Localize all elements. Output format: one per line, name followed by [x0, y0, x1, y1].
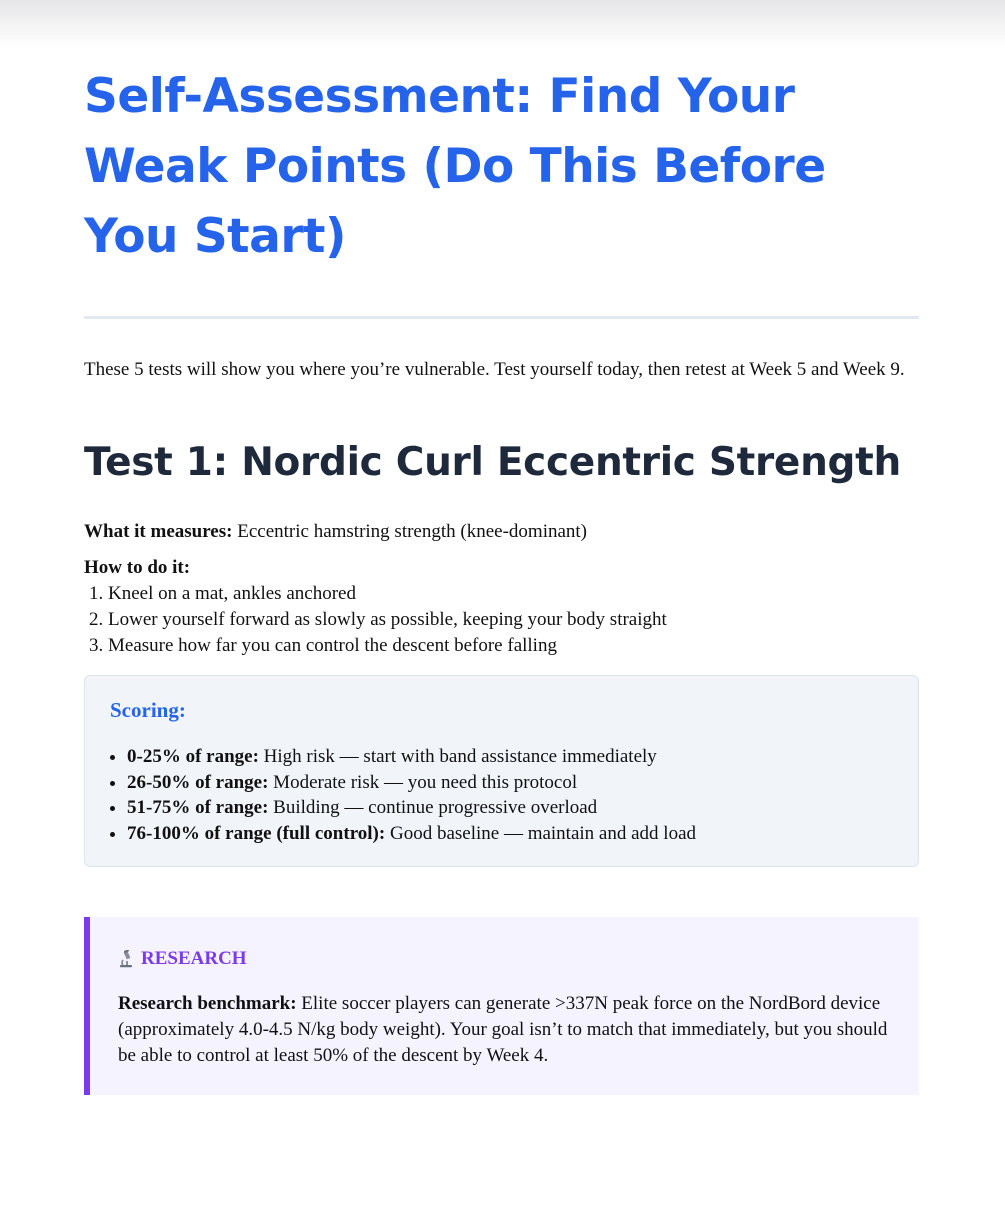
score-range-label: 76-100% of range (full control):	[127, 822, 386, 844]
score-range-label: 26-50% of range:	[127, 771, 269, 793]
list-item	[127, 795, 893, 821]
research-benchmark-label: Research benchmark:	[118, 993, 297, 1014]
test-1-heading: Test 1: Nordic Curl Eccentric Strength	[84, 440, 901, 485]
intro-paragraph: These 5 tests will show you where you’re vulnerable. Test yourself today, then retest at Week 5 and Week 9.	[84, 359, 905, 380]
research-callout	[84, 917, 919, 1095]
list-item: 3. Measure how far you can control the descent before falling	[108, 633, 919, 659]
score-range-text: Moderate risk — you need this protocol	[268, 771, 578, 793]
document-content	[84, 62, 919, 1095]
list-item	[127, 744, 893, 770]
research-paragraph	[118, 991, 895, 1069]
what-it-measures-label: What it measures:	[84, 521, 233, 542]
score-range-text: High risk — start with band assistance immediately	[258, 746, 657, 767]
research-header	[118, 945, 895, 973]
list-item: 2. Lower yourself forward as slowly as possible, keeping your body straight	[108, 607, 919, 633]
page-top-shadow	[0, 0, 1005, 48]
scoring-box	[84, 675, 919, 867]
title-divider	[84, 316, 919, 319]
list-item	[127, 770, 893, 796]
how-to-label: How to do it:	[84, 557, 191, 578]
score-range-text: Building — continue progressive overload	[268, 797, 598, 818]
research-label: RESEARCH	[141, 948, 247, 969]
page-title: Self-Assessment: Find Your Weak Points (Do This Before You Start)	[84, 69, 826, 264]
score-range-label: 51-75% of range:	[127, 797, 269, 818]
score-range-text: Good baseline — maintain and add load	[385, 822, 697, 844]
list-item: 1. Kneel on a mat, ankles anchored	[108, 581, 919, 607]
what-it-measures-text: Eccentric hamstring strength (knee-dominant)	[232, 521, 588, 542]
list-item	[127, 821, 893, 847]
scoring-list	[110, 744, 893, 846]
how-to-steps	[84, 581, 919, 659]
score-range-label: 0-25% of range:	[127, 746, 259, 767]
scoring-title: Scoring:	[110, 698, 186, 722]
research-benchmark-text: Elite soccer players can generate >337N peak force on the NordBord device (approximately 4.0-4.5 N/kg body weight). Your goal isn’t to match that immediately, but you should be able to control at least 50% of the descent by Week 4.	[118, 993, 888, 1066]
what-it-measures	[84, 519, 919, 545]
microscope-icon	[118, 950, 135, 968]
